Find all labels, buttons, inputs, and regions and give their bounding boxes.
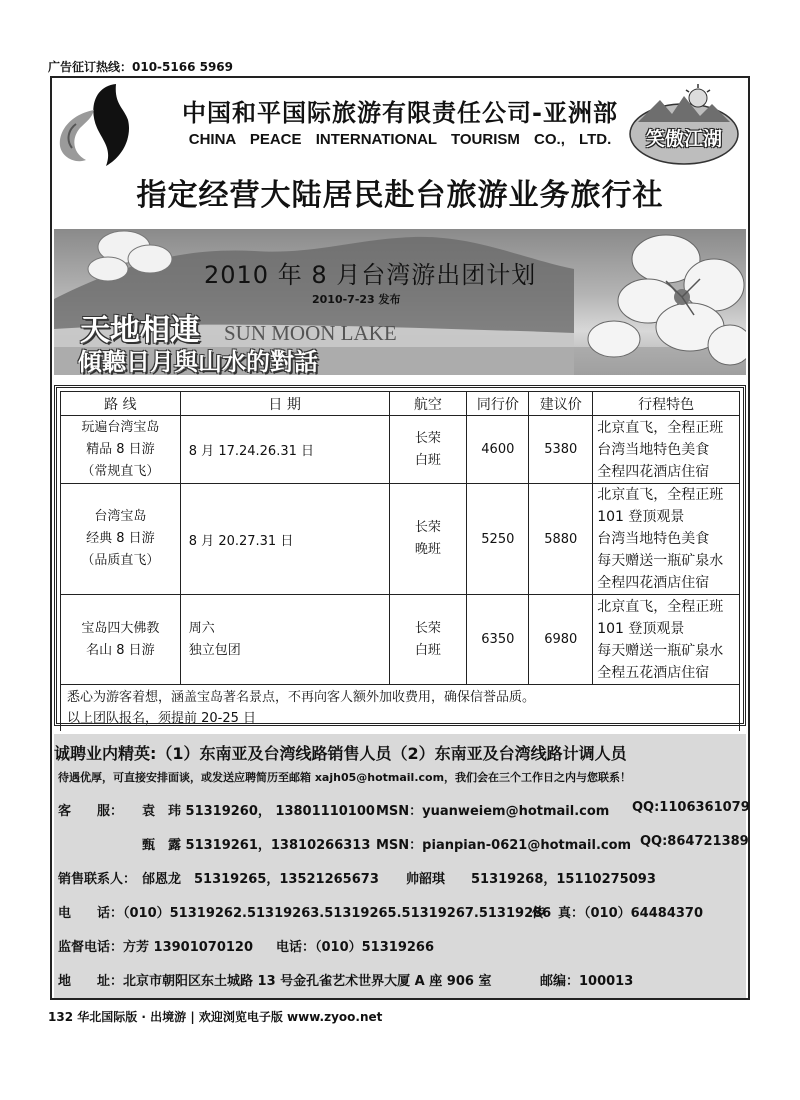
feature-line: 全程五花酒店住宿 [597, 664, 710, 681]
airline-line: 长荣 [414, 520, 441, 535]
headline: 指定经营大陆居民赴台旅游业务旅行社 [136, 178, 664, 213]
route-line: 宝岛四大佛教 [81, 620, 160, 636]
features-cell [593, 416, 740, 484]
service2-msn: MSN：pianpian-0621@hotmail.com [376, 838, 632, 853]
airline-line: 白班 [414, 452, 441, 468]
date-line: 8 月 20.27.31 日 [188, 533, 294, 549]
peer-price-cell: 6350 [467, 595, 529, 685]
airline-line: 长荣 [414, 620, 441, 636]
date-cell [180, 595, 389, 685]
airline-cell [389, 484, 467, 595]
recruit-title: 诚聘业内精英:（1）东南亚及台湾线路销售人员（2）东南亚及台湾线路计调人员 [54, 744, 627, 763]
supervise-phone: 电话：（010）51319266 [276, 940, 434, 955]
route-cell [61, 595, 181, 685]
brand-badge [626, 82, 742, 166]
feature-line: 全程四花酒店住宿 [597, 575, 710, 591]
service2-qq: QQ:864721389 [640, 834, 749, 849]
brand-badge-text: 笑傲江湖 [645, 128, 722, 150]
supervise-line: 监督电话：方芳 13901070120 [58, 940, 254, 955]
service1-msn: MSN：yuanweiem@hotmail.com [376, 804, 610, 819]
features-cell [593, 595, 740, 685]
route-cell [61, 416, 181, 484]
sales-contact-2: 帅韶琪 51319268，15110275093 [406, 872, 656, 887]
company-name-cn: 中国和平国际旅游有限责任公司-亚洲部 [182, 99, 618, 127]
airline-line: 白班 [414, 642, 441, 658]
airline-cell [389, 595, 467, 685]
airline-cell [389, 416, 467, 484]
notes-cell [61, 685, 740, 731]
header-route: 路 线 [61, 392, 181, 416]
feature-line: 101 登顶观景 [597, 620, 685, 637]
route-line: 名山 8 日游 [86, 642, 155, 658]
header-peer-price: 同行价 [467, 392, 529, 416]
address-line: 地 址：北京市朝阳区东土城路 13 号金孔雀艺术世界大厦 A 座 906 室 [58, 974, 492, 989]
header-suggest-price: 建议价 [529, 392, 593, 416]
service1-qq: QQ:1106361079 [632, 800, 750, 815]
table-header-row [61, 392, 740, 416]
route-cell [61, 484, 181, 595]
airline-line: 长荣 [414, 430, 441, 446]
table-row [61, 416, 740, 484]
ad-hotline: 广告征订热线：010-5166 5969 [48, 60, 234, 74]
route-line: 精品 8 日游 [86, 441, 155, 457]
banner-title: 2010 年 8 月台湾游出团计划 [204, 261, 537, 289]
banner-date: 2010-7-23 发布 [312, 293, 401, 306]
feature-line: 101 登顶观景 [597, 509, 685, 525]
peer-price-cell: 5250 [467, 484, 529, 595]
banner-slogan-2: 傾聽日月與山水的對話 [78, 347, 318, 375]
zipcode: 邮编：100013 [540, 974, 634, 989]
suggest-price-cell: 6980 [529, 595, 593, 685]
sales-contact-1: 邰恩龙 51319265，13521265673 [142, 872, 379, 887]
suggest-price-cell: 5380 [529, 416, 593, 484]
features-cell [593, 484, 740, 595]
service1-name: 袁 玮 51319260， 13801110100 [142, 804, 375, 819]
banner-lake-text: SUN MOON LAKE [224, 321, 397, 345]
fax-line: 传 真：（010）64484370 [532, 906, 703, 921]
route-line: （常规直飞） [81, 463, 160, 479]
date-cell [180, 416, 389, 484]
feature-line: 全程四花酒店住宿 [597, 463, 710, 480]
header-date: 日 期 [180, 392, 389, 416]
date-line: 8 月 17.24.26.31 日 [188, 444, 315, 459]
feature-line: 北京直飞，全程正班 [597, 487, 724, 503]
page-footer: 132 华北国际版 · 出境游 | 欢迎浏览电子版 www.zyoo.net [48, 1010, 383, 1024]
sales-label: 销售联系人： [58, 872, 137, 887]
table-row [61, 595, 740, 685]
header-features: 行程特色 [593, 392, 740, 416]
route-line: 玩遍台湾宝岛 [81, 419, 160, 435]
route-line: 台湾宝岛 [94, 509, 147, 524]
itinerary-table-box [54, 385, 746, 726]
recruit-subtitle: 待遇优厚，可直接安排面谈，或发送应聘简历至邮箱 xajh05@hotmail.com，我们会在三个工作日之内与您联系！ [58, 771, 632, 784]
feature-line: 每天赠送一瓶矿泉水 [597, 642, 724, 659]
date-line: 独立包团 [188, 642, 241, 658]
company-name-en: CHINA PEACE INTERNATIONAL TOURISM CO., LTD. [188, 131, 612, 148]
feature-line: 台湾当地特色美食 [597, 441, 710, 458]
header-airline: 航空 [389, 392, 467, 416]
note-line: 悉心为游客着想，涵盖宝岛著名景点，不再向客人额外加收费用，确保信誉品质。 [67, 689, 536, 705]
feature-line: 台湾当地特色美食 [597, 531, 710, 547]
route-line: （品质直飞） [81, 553, 160, 568]
suggest-price-cell: 5880 [529, 484, 593, 595]
service2-name: 甄 露 51319261，13810266313 [142, 838, 371, 853]
feature-line: 北京直飞，全程正班 [597, 419, 724, 436]
date-cell [180, 484, 389, 595]
airline-line: 晚班 [414, 542, 441, 557]
feature-line: 每天赠送一瓶矿泉水 [597, 553, 724, 569]
promo-banner [54, 229, 746, 375]
note-line: 以上团队报名，须提前 20-25 日 [67, 710, 257, 726]
service-label: 客 服： [58, 804, 124, 819]
route-line: 经典 8 日游 [86, 531, 155, 546]
peer-price-cell: 4600 [467, 416, 529, 484]
table-row [61, 484, 740, 595]
feature-line: 北京直飞，全程正班 [597, 598, 724, 615]
date-line: 周六 [188, 620, 215, 636]
phone-line: 电 话：（010）51319262.51319263.51319265.51319267.51319286 [58, 906, 552, 921]
banner-slogan-1: 天地相連 [80, 313, 200, 348]
table-notes-row [61, 685, 740, 731]
itinerary-table [60, 391, 740, 731]
